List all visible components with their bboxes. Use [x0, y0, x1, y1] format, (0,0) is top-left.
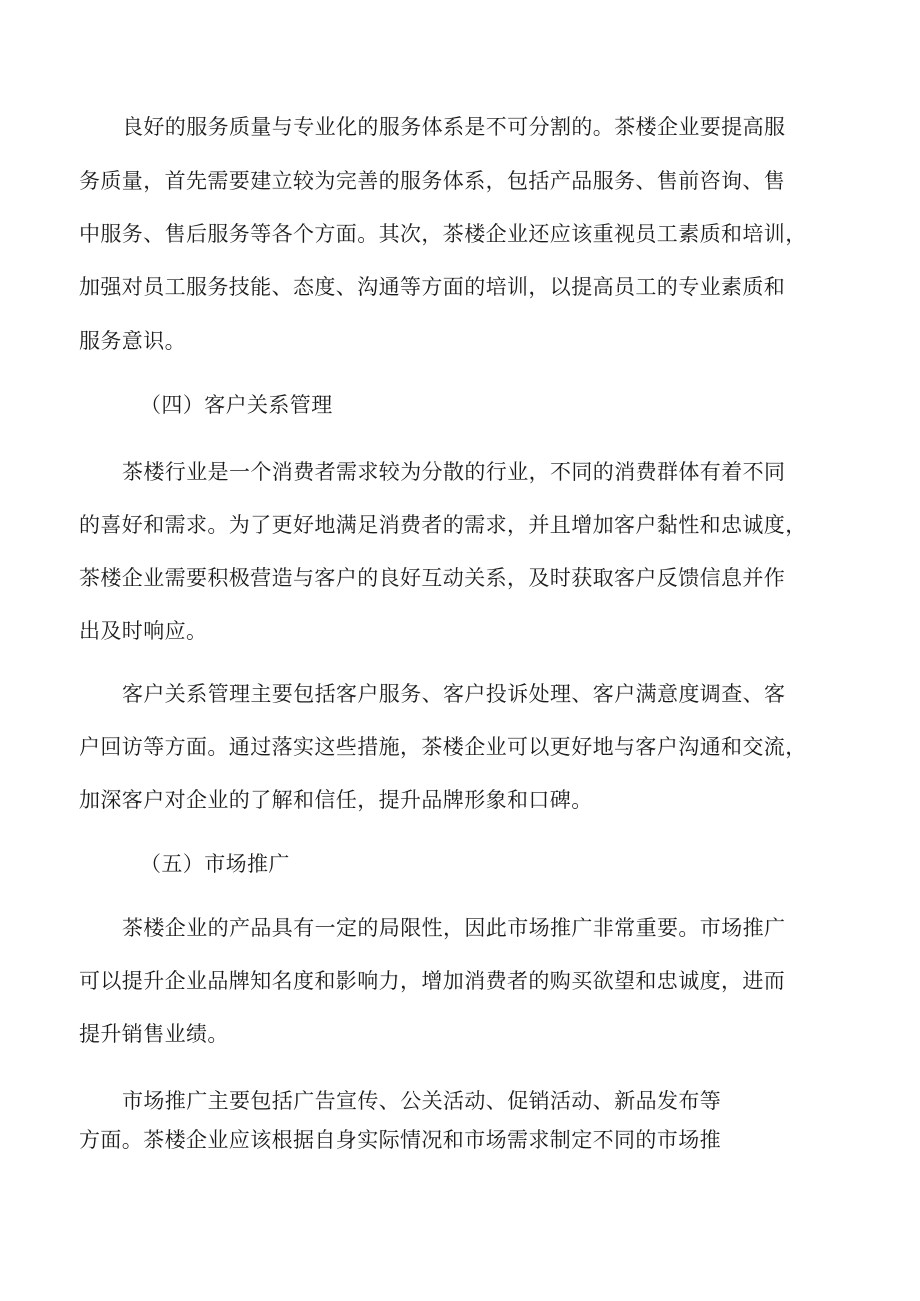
text-line: 出及时响应。: [79, 619, 208, 643]
section-heading-marketing: （五）市场推广: [140, 852, 290, 876]
text-line: 客户关系管理主要包括客户服务、客户投诉处理、客户满意度调查、客: [122, 682, 786, 706]
text-line: 务质量，首先需要建立较为完善的服务体系，包括产品服务、售前咨询、售: [79, 169, 786, 193]
text-line: 加强对员工服务技能、态度、沟通等方面的培训，以提高员工的专业素质和: [79, 275, 786, 299]
text-line: 茶楼企业的产品具有一定的局限性，因此市场推广非常重要。市场推广: [122, 916, 786, 940]
text-line: 户回访等方面。通过落实这些措施，茶楼企业可以更好地与客户沟通和交流，: [79, 735, 807, 759]
text-line: 中服务、售后服务等各个方面。其次，茶楼企业还应该重视员工素质和培训，: [79, 222, 807, 246]
text-line: 茶楼企业需要积极营造与客户的良好互动关系，及时获取客户反馈信息并作: [79, 566, 786, 590]
text-line: 服务意识。: [79, 329, 186, 353]
text-line: 提升销售业绩。: [79, 1022, 229, 1046]
text-line: 加深客户对企业的了解和信任，提升品牌形象和口碑。: [79, 788, 593, 812]
section-heading-customer-relationship: （四）客户关系管理: [140, 393, 333, 417]
text-line: 可以提升企业品牌知名度和影响力，增加消费者的购买欲望和忠诚度，进而: [79, 969, 786, 993]
text-line: 市场推广主要包括广告宣传、公关活动、促销活动、新品发布等: [122, 1089, 722, 1113]
text-line: 良好的服务质量与专业化的服务体系是不可分割的。茶楼企业要提高服: [122, 115, 786, 139]
text-line: 方面。茶楼企业应该根据自身实际情况和市场需求制定不同的市场推: [79, 1128, 721, 1152]
text-line: 的喜好和需求。为了更好地满足消费者的需求，并且增加客户黏性和忠诚度，: [79, 513, 807, 537]
text-line: 茶楼行业是一个消费者需求较为分散的行业，不同的消费群体有着不同: [122, 460, 786, 484]
